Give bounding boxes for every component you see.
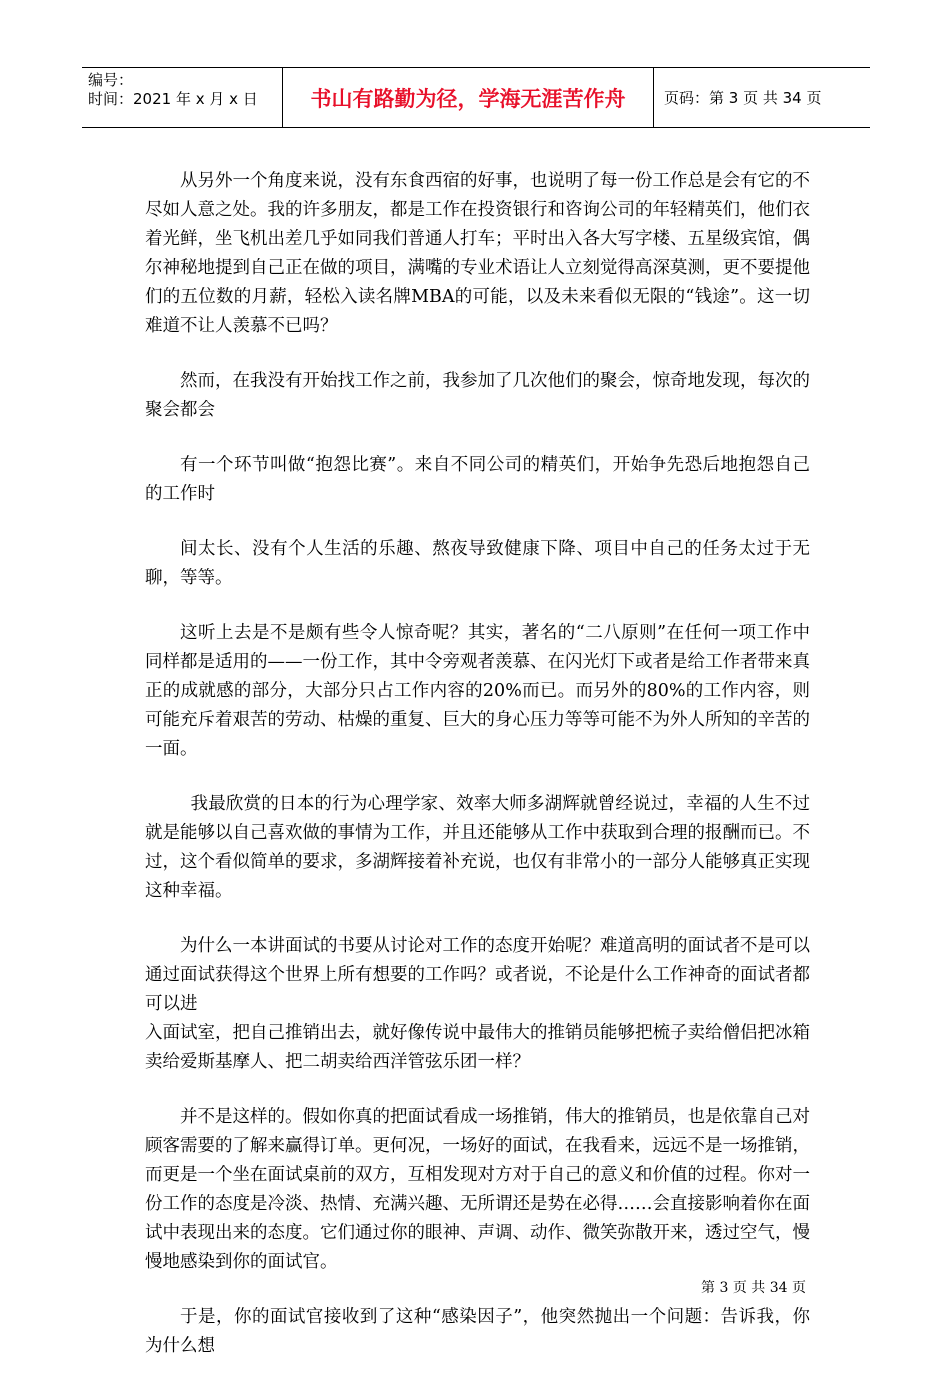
paragraph: 从另外一个角度来说，没有东食西宿的好事，也说明了每一份工作总是会有它的不尽如人意之处。我的许多朋友，都是工作在投资银行和咨询公司的年轻精英们，他们衣着光鲜，坐飞机出差几乎如同我们普通人打车；平时出入各大写字楼、五星级宾馆，偶尔神秘地提到自己正在做的项目，满嘴的专业术语让人立刻觉得高深莫测，更不要提他们的五位数的月薪，轻松入读名牌MBA的可能，以及未来看似无限的“钱途”。这一切难道不让人羡慕不已吗？ xyxy=(145,171,810,336)
paragraph: 我最欣赏的日本的行为心理学家、效率大师多湖辉就曾经说过，幸福的人生不过就是能够以自己喜欢做的事情为工作，并且还能够从工作中获取到合理的报酬而已。不过，这个看似简单的要求，多湖辉接着补充说，也仅有非常小的一部分人能够真正实现这种幸福。 xyxy=(145,794,810,901)
page-footer: 第 3 页 共 34 页 xyxy=(701,1280,806,1296)
document-body xyxy=(145,167,810,1387)
header-meta xyxy=(82,68,282,127)
page-header xyxy=(82,67,870,128)
paragraph: 于是，你的面试官接收到了这种“感染因子”，他突然抛出一个问题：告诉我，你为什么想 xyxy=(145,1307,810,1356)
paragraph: 间太长、没有个人生活的乐趣、熬夜导致健康下降、项目中自己的任务太过于无聊，等等。 xyxy=(145,539,810,588)
paragraph-continuation: 入面试室，把自己推销出去，就好像传说中最伟大的推销员能够把梳子卖给僧侣把冰箱卖给爱斯基摩人、把二胡卖给西洋管弦乐团一样？ xyxy=(145,1023,810,1072)
header-page-number: 页码：第 3 页 共 34 页 xyxy=(664,89,822,107)
paragraph: 有一个环节叫做“抱怨比赛”。来自不同公司的精英们，开始争先恐后地抱怨自己的工作时 xyxy=(145,455,810,504)
paragraph: 然而，在我没有开始找工作之前，我参加了几次他们的聚会，惊奇地发现，每次的聚会都会 xyxy=(145,371,810,420)
document-number-label: 编号： xyxy=(88,71,134,89)
paragraph: 这听上去是不是颇有些令人惊奇呢？其实，著名的“二八原则”在任何一项工作中同样都是适用的——一份工作，其中令旁观者羡慕、在闪光灯下或者是给工作者带来真正的成就感的部分，大部分只占工作内容的20%而已。而另外的80%的工作内容，则可能充斥着艰苦的劳动、枯燥的重复、巨大的身心压力等等可能不为外人所知的辛苦的一面。 xyxy=(145,623,810,759)
paragraph: 并不是这样的。假如你真的把面试看成一场推销，伟大的推销员，也是依靠自己对顾客需要的了解来赢得订单。更何况，一场好的面试，在我看来，远远不是一场推销，而更是一个坐在面试桌前的双方，互相发现对方对于自己的意义和价值的过程。你对一份工作的态度是冷淡、热情、充满兴趣、无所谓还是势在必得……会直接影响着你在面试中表现出来的态度。它们通过你的眼神、声调、动作、微笑弥散开来，透过空气，慢慢地感染到你的面试官。 xyxy=(145,1107,810,1272)
header-motto: 书山有路勤为径，学海无涯苦作舟 xyxy=(282,68,654,127)
document-date: 时间：2021 年 x 月 x 日 xyxy=(88,90,258,108)
paragraph: 为什么一本讲面试的书要从讨论对工作的态度开始呢？难道高明的面试者不是可以通过面试获得这个世界上所有想要的工作吗？或者说，不论是什么工作神奇的面试者都可以进 xyxy=(145,936,810,1014)
